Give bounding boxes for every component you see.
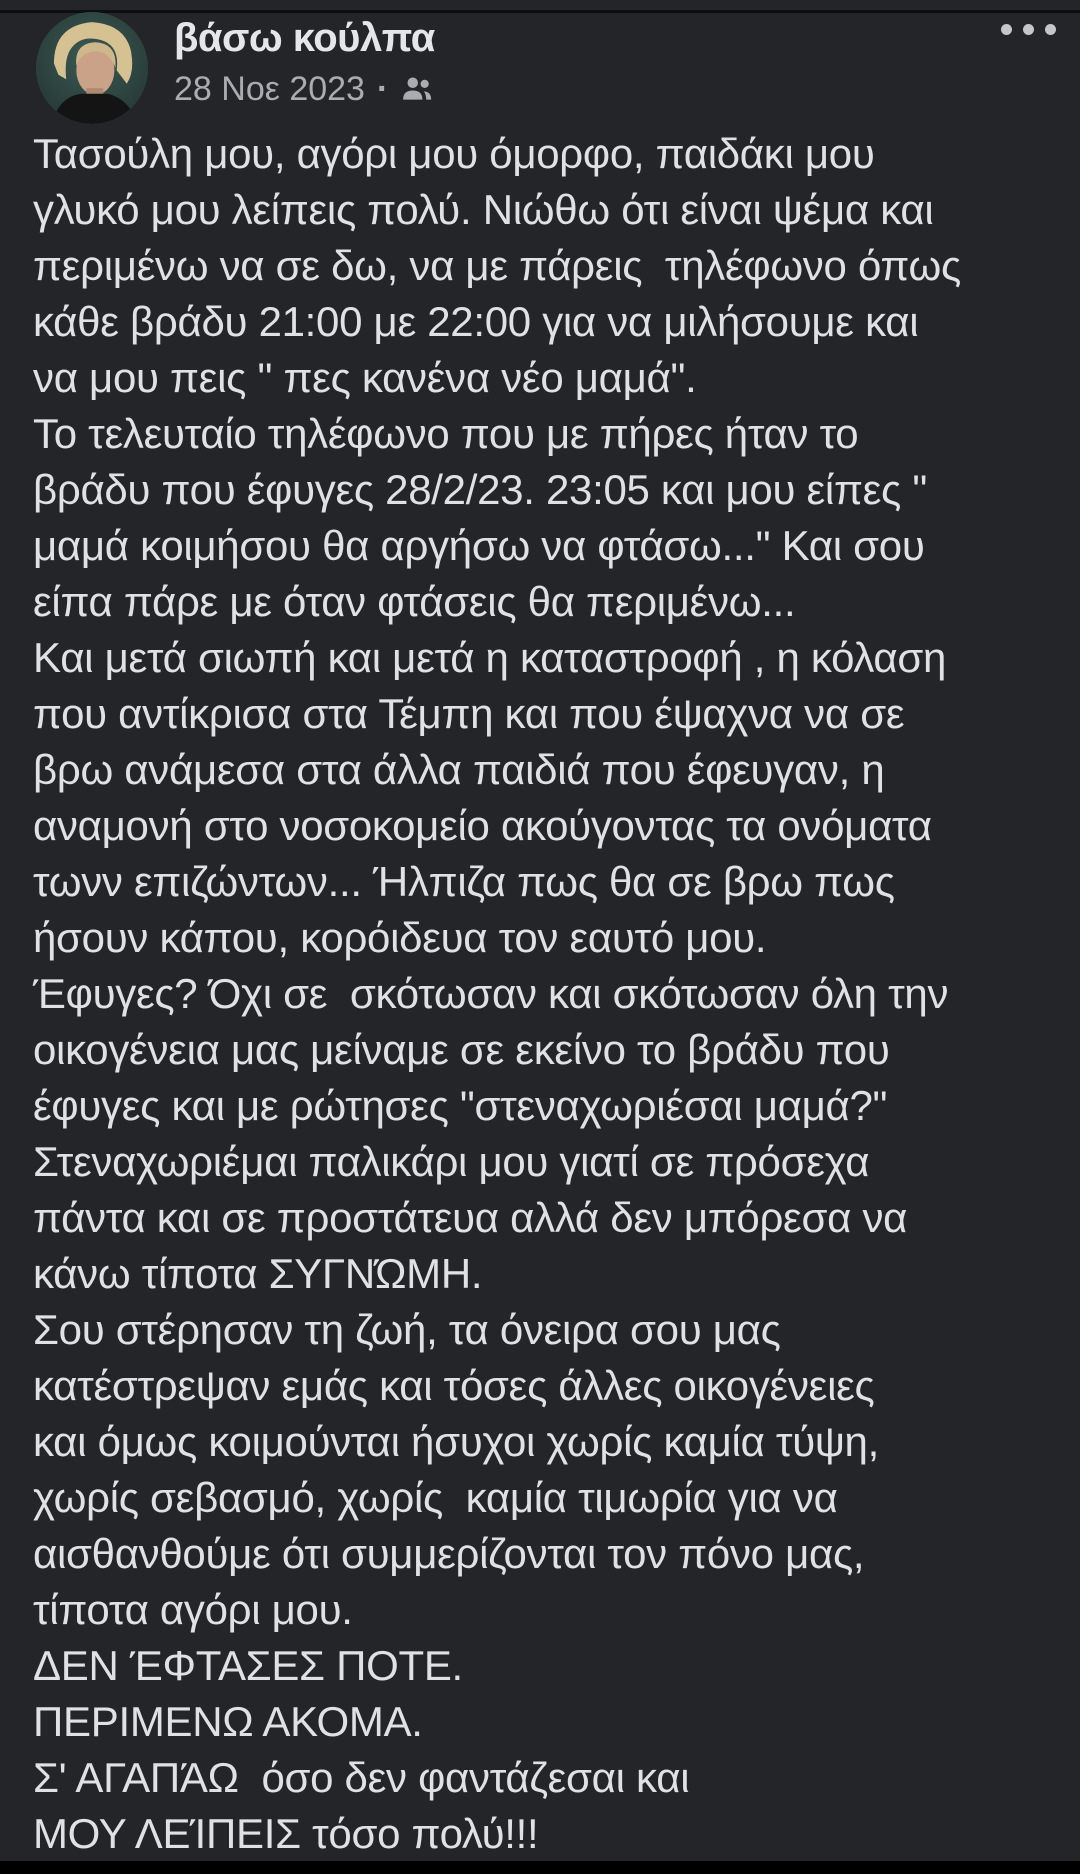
profile-photo[interactable] [36,12,148,124]
post-text-line: κάνω τίποτα ΣΥΓΝΏΜΗ. [33,1250,483,1297]
post-text-line: βράδυ που έφυγες 28/2/23. 23:05 και μου είπες " [33,466,927,513]
post-text-line: Τασούλη μου, αγόρι μου όμορφο, παιδάκι μου [33,130,875,177]
post-text-line: ήσουν κάπου, κορόιδευα τον εαυτό μου. [33,914,767,961]
post-text-line: είπα πάρε με όταν φτάσεις θα περιμένω... [33,578,796,625]
post-text-line: και όμως κοιμούνται ήσυχοι χωρίς καμία τύψη, [33,1418,879,1465]
post-text-line: Έφυγες? Όχι σε σκότωσαν και σκότωσαν όλη την [33,970,949,1017]
post-text-line: οικογένεια μας μείναμε σε εκείνο το βράδυ που [33,1026,890,1073]
post-text-line: ΜΟΥ ΛΕΊΠΕΙΣ τόσο πολύ!!! [33,1810,539,1857]
friends-icon [400,72,434,106]
author-name[interactable]: βάσω κούλπα [174,16,435,60]
post-header [36,12,1044,124]
post-text-line: περιμένω να σε δω, να με πάρεις τηλέφωνο όπως [33,242,961,289]
post-text-line: έφυγες και με ρώτησες "στεναχωριέσαι μαμά?" [33,1082,888,1129]
header-meta [174,12,435,108]
more-options-button[interactable] [991,14,1066,45]
post-text-line: Το τελευταίο τηλέφωνο που με πήρες ήταν το [33,410,859,457]
post-text-line: κάθε βράδυ 21:00 με 22:00 για να μιλήσουμε και [33,298,919,345]
post-text-line: γλυκό μου λείπεις πολύ. Νιώθω ότι είναι ψέμα και [33,186,934,233]
post-text-line: Σου στέρησαν τη ζωή, τα όνειρα σου μας [33,1306,781,1353]
post-text-line: αναμονή στο νοσοκομείο ακούγοντας τα ονόματα [33,802,932,849]
bottom-bar [0,1861,1080,1874]
post-text-line: ΠΕΡΙΜΕΝΩ ΑΚΟΜΑ. [33,1698,423,1745]
ellipsis-icon [1023,24,1034,35]
post-text-line: Σ' ΑΓΑΠΆΩ όσο δεν φαντάζεσαι και [33,1754,690,1801]
post-text-line: πάντα και σε προστάτευα αλλά δεν μπόρεσα να [33,1194,908,1241]
post-text-line: Και μετά σιωπή και μετά η καταστροφή , η κόλαση [33,634,947,681]
post-text-line: Στεναχωριέμαι παλικάρι μου γιατί σε πρόσεχα [33,1138,870,1185]
post-text-line: κατέστρεψαν εμάς και τόσες άλλες οικογένειες [33,1362,875,1409]
post-text-line: ΔΕΝ ΈΦΤΑΣΕΣ ΠΟΤΕ. [33,1642,463,1689]
post-text-line: χωρίς σεβασμό, χωρίς καμία τιμωρία για να [33,1474,838,1521]
post-text [33,126,1070,1862]
post-text-line: τίποτα αγόρι μου. [33,1586,353,1633]
post-text-line: να μου πεις " πες κανένα νέο μαμά". [33,354,697,401]
post-subline [174,70,435,108]
profile-photo-illustration [36,12,148,124]
post-text-line: αισθανθούμε ότι συμμερίζονται τον πόνο μας, [33,1530,865,1577]
ellipsis-icon [1001,24,1012,35]
post-text-line: που αντίκρισα στα Τέμπη και που έψαχνα να σε [33,690,905,737]
post-timestamp[interactable]: 28 Νοε 2023 [174,70,365,108]
separator-dot: · [376,70,389,108]
post-text-line: μαμά κοιμήσου θα αργήσω να φτάσω..." Και σου [33,522,925,569]
post-text-line: βρω ανάμεσα στα άλλα παιδιά που έφευγαν, η [33,746,885,793]
ellipsis-icon [1045,24,1056,35]
post-text-line: τωνν επιζώντων... Ήλπιζα πως θα σε βρω πως [33,858,895,905]
